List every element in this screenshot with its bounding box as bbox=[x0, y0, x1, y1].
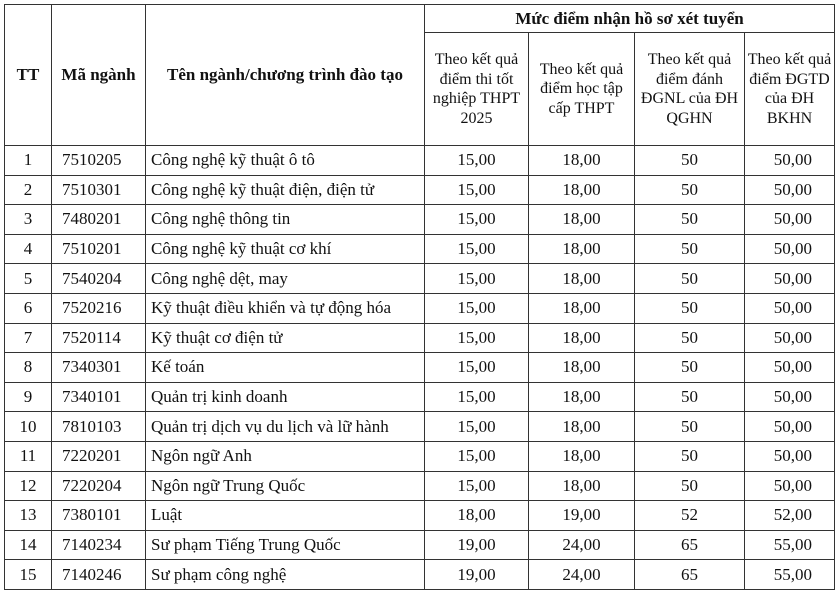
row-score-dgnl: 50 bbox=[635, 382, 745, 412]
row-tt: 13 bbox=[5, 501, 52, 531]
table-row bbox=[5, 382, 835, 412]
row-code: 7340101 bbox=[52, 382, 146, 412]
table-row bbox=[5, 293, 835, 323]
row-program-name: Ngôn ngữ Trung Quốc bbox=[146, 471, 425, 501]
table-row bbox=[5, 234, 835, 264]
header-program-name: Tên ngành/chương trình đào tạo bbox=[146, 5, 425, 146]
row-score-thpt: 15,00 bbox=[425, 412, 529, 442]
header-dgnl: Theo kết quả điểm đánh ĐGNL của ĐH QGHN bbox=[635, 33, 745, 146]
header-dgtd: Theo kết quả điểm ĐGTD của ĐH BKHN bbox=[745, 33, 835, 146]
row-score-dgtd: 50,00 bbox=[745, 471, 835, 501]
row-code: 7380101 bbox=[52, 501, 146, 531]
row-score-hoc-tap: 18,00 bbox=[529, 205, 635, 235]
table-row bbox=[5, 323, 835, 353]
row-program-name: Sư phạm Tiếng Trung Quốc bbox=[146, 530, 425, 560]
row-score-dgnl: 50 bbox=[635, 175, 745, 205]
row-program-name: Luật bbox=[146, 501, 425, 531]
row-score-dgnl: 50 bbox=[635, 471, 745, 501]
table-row bbox=[5, 175, 835, 205]
row-score-hoc-tap: 18,00 bbox=[529, 353, 635, 383]
row-program-name: Kỹ thuật điều khiển và tự động hóa bbox=[146, 293, 425, 323]
row-score-thpt: 15,00 bbox=[425, 264, 529, 294]
row-program-name: Kế toán bbox=[146, 353, 425, 383]
row-score-dgtd: 50,00 bbox=[745, 293, 835, 323]
row-program-name: Công nghệ dệt, may bbox=[146, 264, 425, 294]
row-tt: 15 bbox=[5, 560, 52, 590]
row-score-thpt: 15,00 bbox=[425, 146, 529, 176]
header-hoc-tap: Theo kết quả điểm học tập cấp THPT bbox=[529, 33, 635, 146]
row-code: 7220204 bbox=[52, 471, 146, 501]
admission-score-table bbox=[4, 4, 835, 590]
row-score-dgnl: 50 bbox=[635, 234, 745, 264]
row-score-hoc-tap: 18,00 bbox=[529, 146, 635, 176]
row-score-dgnl: 50 bbox=[635, 264, 745, 294]
row-code: 7510205 bbox=[52, 146, 146, 176]
row-tt: 1 bbox=[5, 146, 52, 176]
row-tt: 3 bbox=[5, 205, 52, 235]
row-score-thpt: 15,00 bbox=[425, 382, 529, 412]
row-code: 7520216 bbox=[52, 293, 146, 323]
row-score-dgtd: 50,00 bbox=[745, 441, 835, 471]
row-score-dgtd: 50,00 bbox=[745, 175, 835, 205]
row-score-thpt: 19,00 bbox=[425, 530, 529, 560]
header-code: Mã ngành bbox=[52, 5, 146, 146]
row-tt: 12 bbox=[5, 471, 52, 501]
row-tt: 14 bbox=[5, 530, 52, 560]
row-code: 7140234 bbox=[52, 530, 146, 560]
row-score-hoc-tap: 18,00 bbox=[529, 323, 635, 353]
row-score-dgtd: 50,00 bbox=[745, 146, 835, 176]
row-score-thpt: 15,00 bbox=[425, 293, 529, 323]
row-program-name: Công nghệ kỹ thuật ô tô bbox=[146, 146, 425, 176]
header-score-group: Mức điểm nhận hồ sơ xét tuyển bbox=[425, 5, 835, 33]
row-code: 7520114 bbox=[52, 323, 146, 353]
row-tt: 11 bbox=[5, 441, 52, 471]
row-score-dgnl: 50 bbox=[635, 293, 745, 323]
row-score-hoc-tap: 18,00 bbox=[529, 234, 635, 264]
admission-table-wrapper bbox=[4, 4, 835, 590]
table-header bbox=[5, 5, 835, 146]
table-row bbox=[5, 441, 835, 471]
row-score-dgtd: 50,00 bbox=[745, 264, 835, 294]
table-row bbox=[5, 530, 835, 560]
row-score-thpt: 19,00 bbox=[425, 560, 529, 590]
row-tt: 7 bbox=[5, 323, 52, 353]
row-score-dgnl: 50 bbox=[635, 353, 745, 383]
header-thpt-exam: Theo kết quả điểm thi tốt nghiệp THPT 2025 bbox=[425, 33, 529, 146]
row-score-dgnl: 50 bbox=[635, 146, 745, 176]
row-score-dgtd: 50,00 bbox=[745, 205, 835, 235]
row-score-dgtd: 50,00 bbox=[745, 353, 835, 383]
row-code: 7510201 bbox=[52, 234, 146, 264]
row-program-name: Ngôn ngữ Anh bbox=[146, 441, 425, 471]
row-score-hoc-tap: 18,00 bbox=[529, 175, 635, 205]
row-score-thpt: 15,00 bbox=[425, 205, 529, 235]
row-tt: 2 bbox=[5, 175, 52, 205]
row-score-dgtd: 55,00 bbox=[745, 560, 835, 590]
row-score-hoc-tap: 18,00 bbox=[529, 293, 635, 323]
row-program-name: Công nghệ kỹ thuật điện, điện tử bbox=[146, 175, 425, 205]
row-score-dgnl: 50 bbox=[635, 412, 745, 442]
row-score-dgnl: 50 bbox=[635, 205, 745, 235]
header-tt: TT bbox=[5, 5, 52, 146]
row-score-dgtd: 50,00 bbox=[745, 382, 835, 412]
row-score-hoc-tap: 24,00 bbox=[529, 530, 635, 560]
row-score-dgnl: 50 bbox=[635, 323, 745, 353]
row-program-name: Quản trị dịch vụ du lịch và lữ hành bbox=[146, 412, 425, 442]
row-code: 7140246 bbox=[52, 560, 146, 590]
row-score-hoc-tap: 18,00 bbox=[529, 441, 635, 471]
row-score-thpt: 18,00 bbox=[425, 501, 529, 531]
table-row bbox=[5, 560, 835, 590]
row-score-hoc-tap: 18,00 bbox=[529, 264, 635, 294]
row-tt: 4 bbox=[5, 234, 52, 264]
row-program-name: Kỹ thuật cơ điện tử bbox=[146, 323, 425, 353]
table-body bbox=[5, 146, 835, 590]
row-score-hoc-tap: 19,00 bbox=[529, 501, 635, 531]
row-score-thpt: 15,00 bbox=[425, 353, 529, 383]
row-score-dgtd: 50,00 bbox=[745, 412, 835, 442]
row-program-name: Công nghệ kỹ thuật cơ khí bbox=[146, 234, 425, 264]
row-code: 7220201 bbox=[52, 441, 146, 471]
row-score-hoc-tap: 18,00 bbox=[529, 471, 635, 501]
table-row bbox=[5, 353, 835, 383]
row-program-name: Công nghệ thông tin bbox=[146, 205, 425, 235]
row-score-thpt: 15,00 bbox=[425, 175, 529, 205]
row-score-dgtd: 50,00 bbox=[745, 234, 835, 264]
row-score-dgtd: 55,00 bbox=[745, 530, 835, 560]
row-code: 7540204 bbox=[52, 264, 146, 294]
row-score-hoc-tap: 18,00 bbox=[529, 382, 635, 412]
table-row bbox=[5, 412, 835, 442]
row-score-hoc-tap: 24,00 bbox=[529, 560, 635, 590]
row-tt: 5 bbox=[5, 264, 52, 294]
row-score-dgtd: 52,00 bbox=[745, 501, 835, 531]
table-row bbox=[5, 501, 835, 531]
row-tt: 6 bbox=[5, 293, 52, 323]
row-score-thpt: 15,00 bbox=[425, 323, 529, 353]
row-score-dgnl: 52 bbox=[635, 501, 745, 531]
row-code: 7340301 bbox=[52, 353, 146, 383]
row-score-thpt: 15,00 bbox=[425, 441, 529, 471]
row-tt: 8 bbox=[5, 353, 52, 383]
row-program-name: Quản trị kinh doanh bbox=[146, 382, 425, 412]
row-score-thpt: 15,00 bbox=[425, 234, 529, 264]
row-code: 7810103 bbox=[52, 412, 146, 442]
row-score-dgnl: 65 bbox=[635, 530, 745, 560]
table-row bbox=[5, 471, 835, 501]
row-score-hoc-tap: 18,00 bbox=[529, 412, 635, 442]
row-score-dgtd: 50,00 bbox=[745, 323, 835, 353]
row-score-dgnl: 65 bbox=[635, 560, 745, 590]
table-row bbox=[5, 205, 835, 235]
row-tt: 9 bbox=[5, 382, 52, 412]
row-code: 7510301 bbox=[52, 175, 146, 205]
table-row bbox=[5, 264, 835, 294]
row-tt: 10 bbox=[5, 412, 52, 442]
row-score-dgnl: 50 bbox=[635, 441, 745, 471]
row-score-thpt: 15,00 bbox=[425, 471, 529, 501]
row-code: 7480201 bbox=[52, 205, 146, 235]
row-program-name: Sư phạm công nghệ bbox=[146, 560, 425, 590]
table-row bbox=[5, 146, 835, 176]
